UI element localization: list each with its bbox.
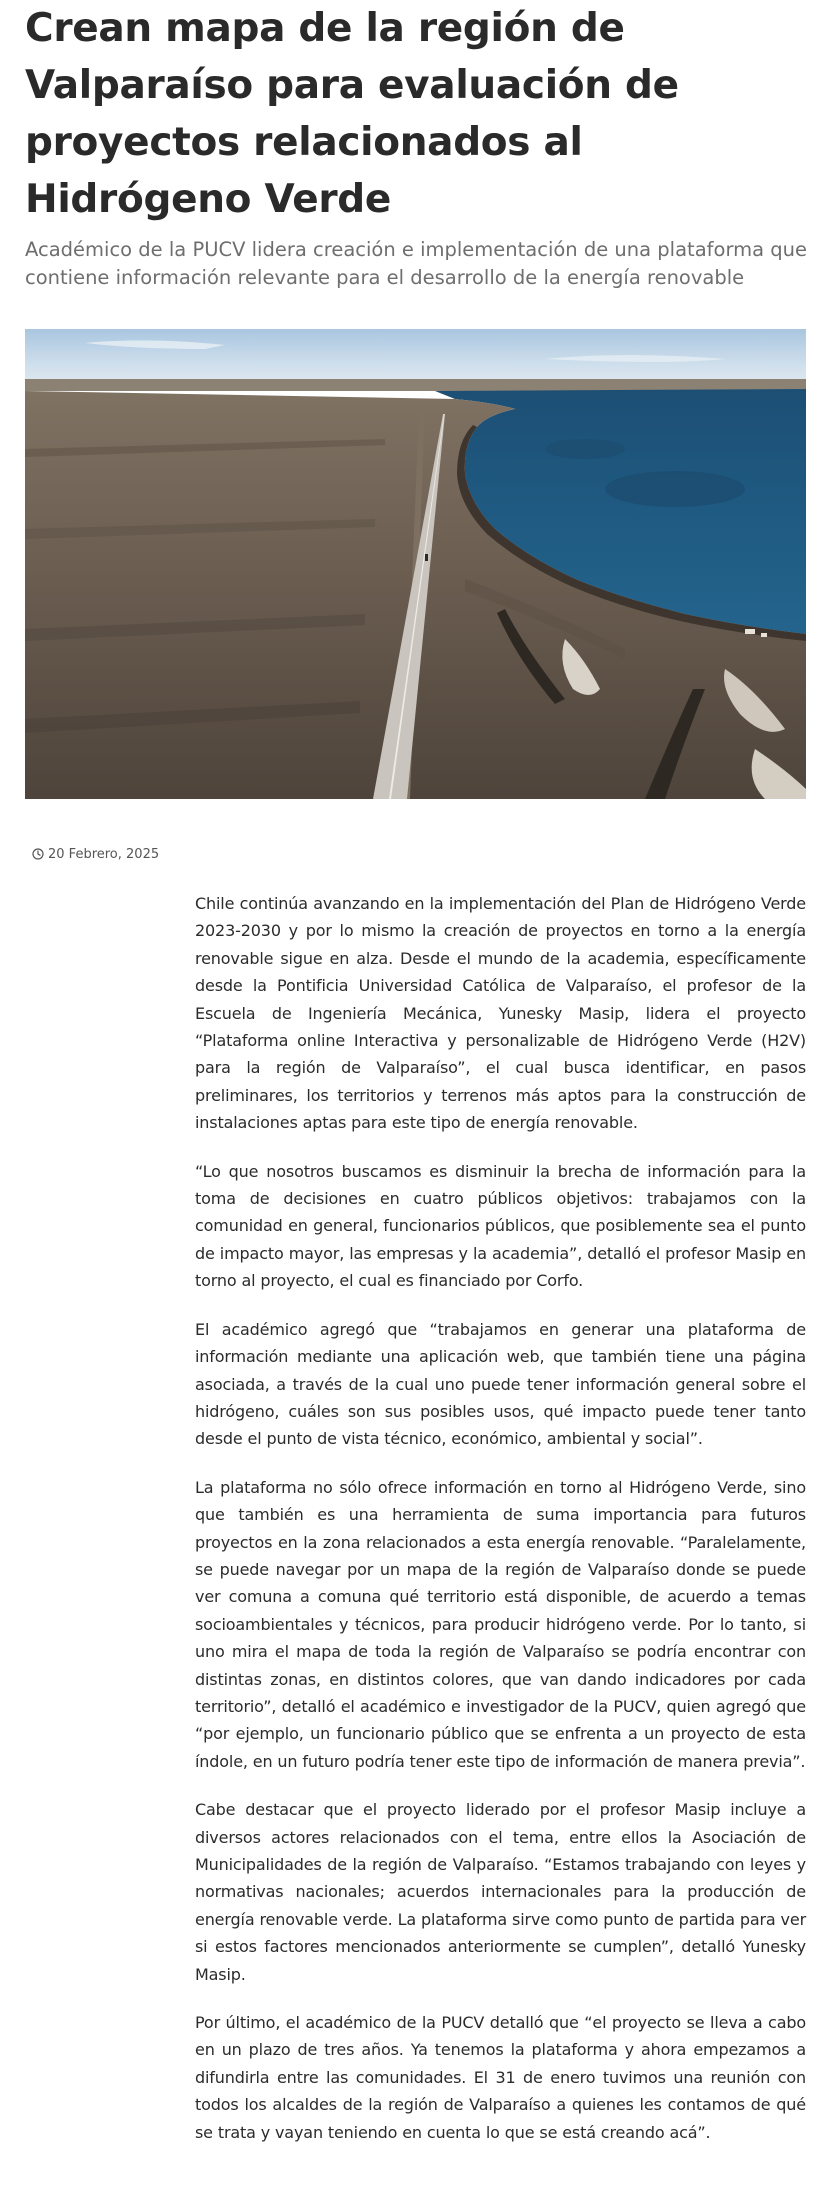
- body-paragraph: Cabe destacar que el proyecto liderado por el profesor Masip incluye a diversos actores relacionados con el tema, entre ellos la Asociación de Municipalidades de la región de Valparaíso. “Estamos trabajando con leyes y normativas nacionales; acuerdos internacionales para la producción de energía renovable verde. La plataforma sirve como punto de partida para ver si estos factores mencionados anteriormente se cumplen”, detalló Yunesky Masip.: [195, 1800, 806, 1984]
- body-paragraph: La plataforma no sólo ofrece información en torno al Hidrógeno Verde, sino que también es una herramienta de suma importancia para futuros proyectos en la zona relacionados a esta energía renovable. “Paralelamente, se puede navegar por un mapa de la región de Valparaíso donde se puede ver comuna a comuna qué territorio está disponible, de acuerdo a temas socioambientales y técnicos, para producir hidrógeno verde. Por lo tanto, si uno mira el mapa de toda la región de Valparaíso se podría encontrar con distintas zonas, en distintos colores, que van dando indicadores por cada territorio”, detalló el académico e investigador de la PUCV, quien agregó que “por ejemplo, un funcionario público que se enfrenta a un proyecto de esta índole, en un futuro podría tener este tipo de información de manera previa”.: [195, 1477, 806, 1771]
- body-paragraph: El académico agregó que “trabajamos en generar una plataforma de información mediante una aplicación web, que también tiene una página asociada, a través de la cual uno puede tener información general sobre el hidrógeno, cuáles son sus posibles usos, qué impacto puede tener tanto desde el punto de vista técnico, económico, ambiental y social”.: [195, 1319, 806, 1449]
- clock-icon: [32, 848, 44, 860]
- body-paragraph: Chile continúa avanzando en la implementación del Plan de Hidrógeno Verde 2023-2030 y por lo mismo la creación de proyectos en torno a la energía renovable sigue en alza. Desde el mundo de la academia, específicamente desde la Pontificia Universidad Católica de Valparaíso, el profesor de la Escuela de Ingeniería Mecánica, Yunesky Masip, lidera el proyecto “Plataforma online Interactiva y personalizable de Hidrógeno Verde (H2V) para la región de Valparaíso”, el cual busca identificar, en pasos preliminares, los territorios y terrenos más aptos para la construcción de instalaciones aptas para este tipo de energía renovable.: [195, 894, 806, 1133]
- article-body: [195, 890, 806, 2167]
- article-title: Crean mapa de la región de Valparaíso para evaluación de proyectos relacionados al Hidrógeno Verde: [25, 6, 679, 222]
- article-subtitle: Académico de la PUCV lidera creación e implementación de una plataforma que contiene información relevante para el desarrollo de la energía renovable: [25, 238, 807, 289]
- hero-image: [25, 329, 806, 799]
- date-text: 20 Febrero, 2025: [48, 846, 160, 862]
- body-paragraph: Por último, el académico de la PUCV detalló que “el proyecto se lleva a cabo en un plazo de tres años. Ya tenemos la plataforma y ahora empezamos a difundirla entre las comunidades. El 31 de enero tuvimos una reunión con todos los alcaldes de la región de Valparaíso a quienes les contamos de qué se trata y vayan teniendo en cuenta lo que se está creando acá”.: [195, 2013, 806, 2142]
- article-date: [32, 844, 159, 864]
- body-paragraph: “Lo que nosotros buscamos es disminuir la brecha de información para la toma de decisiones en cuatro públicos objetivos: trabajamos con la comunidad en general, funcionarios públicos, que posiblemente sea el punto de impacto mayor, las empresas y la academia”, detalló el profesor Masip en torno al proyecto, el cual es financiado por Corfo.: [195, 1161, 806, 1291]
